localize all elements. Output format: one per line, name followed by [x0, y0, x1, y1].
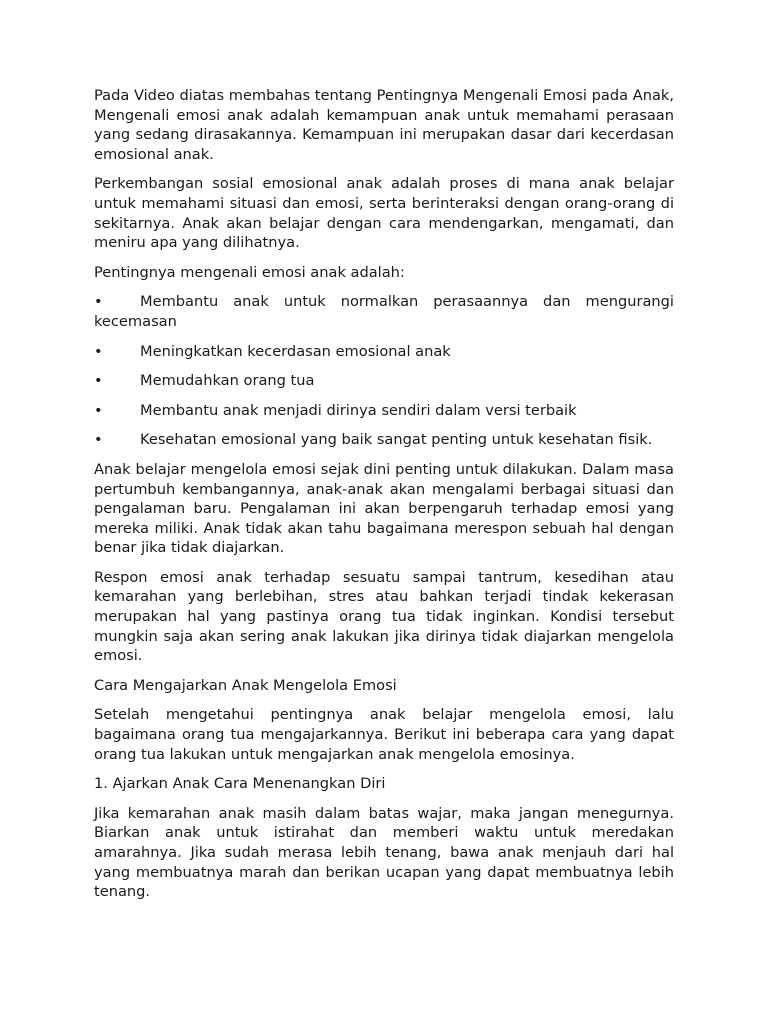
paragraph-importance-lead: Pentingnya mengenali emosi anak adalah: — [94, 263, 405, 281]
list-item — [94, 401, 674, 421]
list-item-text: Kesehatan emosional yang baik sangat penting untuk kesehatan fisik. — [140, 431, 653, 449]
paragraph-learning: Anak belajar mengelola emosi sejak dini penting untuk dilakukan. Dalam masa pertumbuh kembangannya, anak-anak akan mengalami berbagai situasi dan pengalaman baru. Pengalaman ini akan berpengaruh terhadap emosi yang mereka miliki. Anak tidak akan tahu bagaimana merespon sebuah hal dengan benar jika tidak diajarkan. — [94, 460, 674, 557]
section-heading: Cara Mengajarkan Anak Mengelola Emosi — [94, 676, 397, 694]
list-item-text: Membantu anak untuk normalkan perasaannya dan mengurangi kecemasan — [94, 293, 674, 330]
paragraph-calming: Jika kemarahan anak masih dalam batas wajar, maka jangan menegurnya. Biarkan anak untuk istirahat dan memberi waktu untuk meredakan amarahnya. Jika sudah merasa lebih tenang, bawa anak menjauh dari hal yang membuatnya marah dan berikan ucapan yang dapat membuatnya lebih tenang. — [94, 804, 674, 901]
bullet-marker: • — [94, 293, 103, 311]
paragraph-methods: Setelah mengetahui pentingnya anak belajar mengelola emosi, lalu bagaimana orang tua mengajarkannya. Berikut ini beberapa cara yang dapat orang tua lakukan untuk mengajarkan anak mengelola emosinya. — [94, 706, 674, 763]
list-item — [94, 292, 674, 331]
list-item — [94, 342, 674, 362]
subsection-heading: 1. Ajarkan Anak Cara Menenangkan Diri — [94, 775, 386, 793]
paragraph-intro: Pada Video diatas membahas tentang Pentingnya Mengenali Emosi pada Anak, Mengenali emosi anak adalah kemampuan anak untuk memahami perasaan yang sedang dirasakannya. Kemampuan ini merupakan dasar dari kecerdasan emosional anak. — [94, 87, 674, 163]
list-item-text: Membantu anak menjadi dirinya sendiri dalam versi terbaik — [140, 401, 577, 419]
list-item — [94, 371, 674, 391]
paragraph-response: Respon emosi anak terhadap sesuatu sampai tantrum, kesedihan atau kemarahan yang berlebihan, stres atau bahkan terjadi tindak kekerasan merupakan hal yang pastinya orang tua tidak inginkan. Kondisi tersebut mungkin saja akan sering anak lakukan jika dirinya tidak diajarkan mengelola emosi. — [94, 568, 674, 665]
list-item-text: Meningkatkan kecerdasan emosional anak — [140, 342, 451, 360]
list-item-text: Memudahkan orang tua — [140, 372, 315, 390]
list-item — [94, 430, 674, 450]
bullet-marker: • — [94, 431, 103, 449]
paragraph-development: Perkembangan sosial emosional anak adalah proses di mana anak belajar untuk memahami situasi dan emosi, serta berinteraksi dengan orang-orang di sekitarnya. Anak akan belajar dengan cara mendengarkan, mengamati, dan meniru apa yang dilihatnya. — [94, 175, 674, 252]
bullet-marker: • — [94, 342, 103, 360]
bullet-marker: • — [94, 372, 103, 390]
bullet-marker: • — [94, 401, 103, 419]
